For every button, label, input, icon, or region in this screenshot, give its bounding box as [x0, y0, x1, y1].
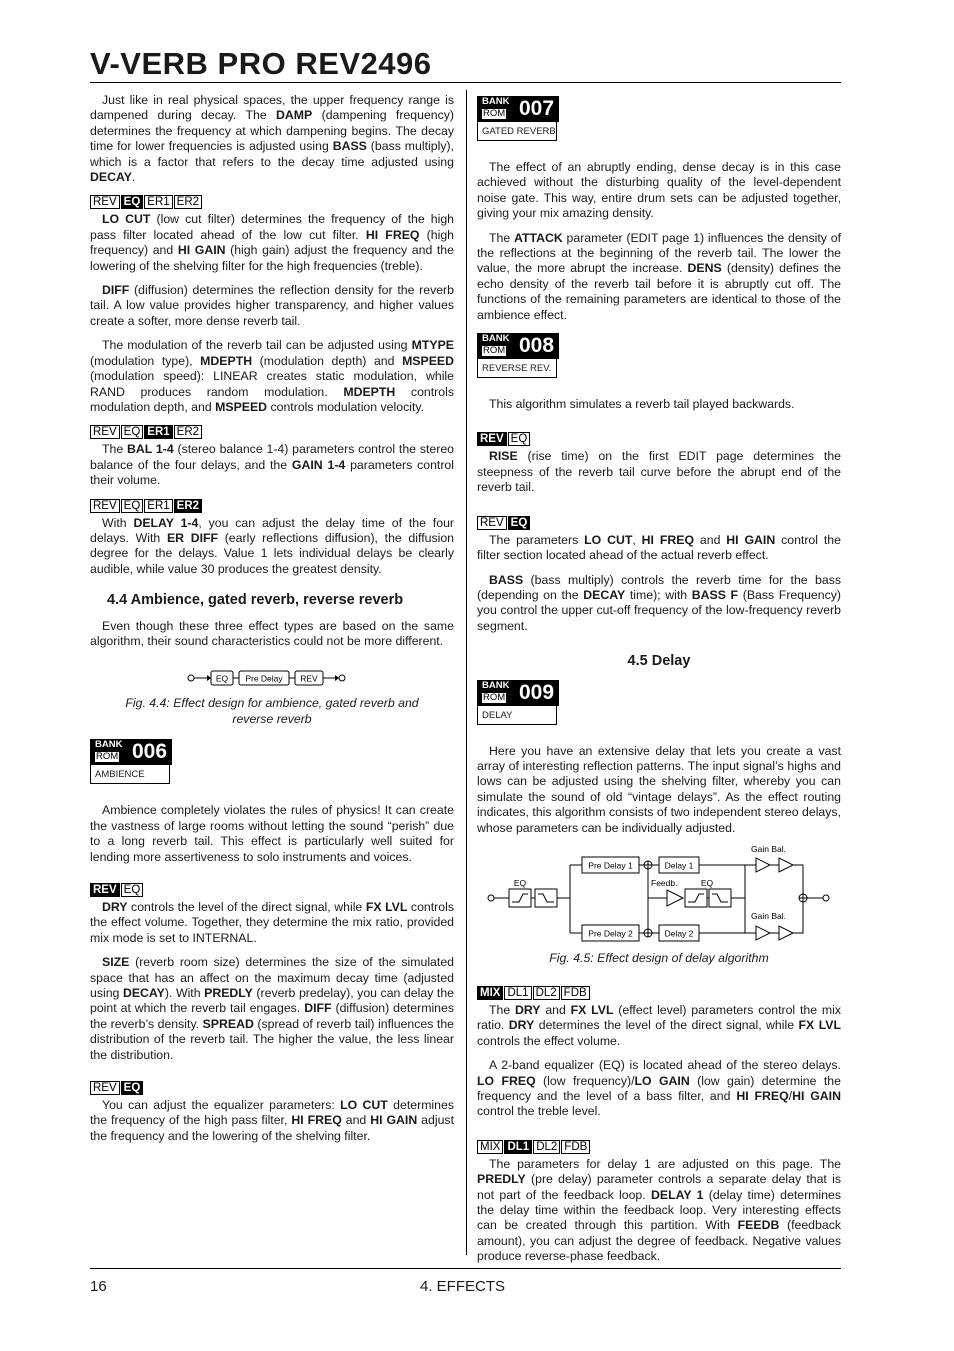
bank-display-009 — [477, 680, 559, 727]
section-heading: 4.5 Delay — [627, 653, 691, 670]
tab-eq: EQ — [508, 432, 531, 446]
lowshelf-curve-icon — [512, 894, 528, 902]
preset-number: 009 — [519, 680, 555, 704]
input-node — [188, 675, 194, 681]
paragraph: The DRY and FX LVL (effect level) parameters control the mix ratio. DRY determines the level of the direct signal, while FX LVL controls the effect volume. — [477, 1002, 842, 1048]
output-node — [339, 675, 345, 681]
gain-triangle-icon — [756, 926, 770, 940]
input-node — [488, 895, 494, 901]
highshelf-curve-icon — [712, 894, 728, 902]
paragraph: RISE (rise time) on the first EDIT page determines the steepness of the reverb tail curve before the abrupt end of the reverb tail. — [477, 449, 841, 495]
paragraph: DRY controls the level of the direct signal, while FX LVL controls the effect volume. Together, they determine the mix ratio, provided mix mode is set to INTERNAL. — [90, 900, 454, 945]
rom-label: ROM — [96, 751, 119, 763]
paragraph: You can adjust the equalizer parameters: LO CUT determines the frequency of the high pass filter, HI FREQ and HI GAIN adjust the frequency and the lowering of the shelving filter. — [90, 1098, 454, 1143]
menu-tab-bar — [477, 516, 841, 530]
preset-number: 007 — [519, 97, 555, 120]
preset-number: 006 — [132, 740, 168, 764]
tab-rev: REV — [90, 1081, 120, 1095]
menu-tab-bar — [90, 195, 454, 209]
menu-tab-bar — [477, 986, 841, 1000]
footer-rule — [90, 1268, 841, 1269]
column-divider — [466, 90, 467, 1255]
page-number: 16 — [90, 1278, 107, 1295]
bank-display-007 — [477, 96, 559, 143]
tab-rev: REV — [90, 499, 120, 513]
bank-display-008 — [477, 333, 559, 380]
pre-delay-1-label: Pre Delay 1 — [588, 860, 633, 871]
output-node — [823, 895, 829, 901]
rom-label: ROM — [483, 108, 506, 119]
pre-delay-block-label: Pre Delay — [245, 673, 283, 684]
paragraph: SIZE (reverb room size) determines the size of the simulated space that has an affect on the maximum decay time (adjusted using DECAY). With PREDLY (reverb predelay), you can delay the point at which the reverb tail engages. DIFF (diffusion) determines the reverb’s density. SPREAD (spread of reverb tail) influences the distribution of the reverb tail. The higher the value, the less linear the distribution. — [90, 955, 455, 1062]
tab-er2: ER2 — [174, 195, 202, 209]
tab-er1: ER1 — [144, 425, 172, 439]
rev-block-label: REV — [300, 673, 318, 684]
fb-lowshelf-filter-block — [685, 889, 707, 907]
tab-rev: REV — [90, 195, 120, 209]
tab-eq: EQ — [121, 883, 144, 897]
paragraph: Ambience completely violates the rules of physics! It can create the vastness of large rooms without letting the sound “perish” due to a long reverb tail. This effect is particularly well suited for lending more assertiveness to solo instruments and voices. — [90, 803, 454, 864]
balance-triangle-icon — [779, 926, 793, 940]
tab-fdb: FDB — [561, 986, 590, 1000]
tab-eq: EQ — [121, 1081, 144, 1095]
eq-block-label: EQ — [215, 673, 229, 684]
tab-dl1: DL1 — [504, 986, 531, 1000]
tab-eq: EQ — [121, 499, 144, 513]
bank-label: BANK — [482, 679, 510, 691]
gain-balance-label: Gain Bal. — [751, 845, 786, 854]
arrow-icon — [335, 675, 339, 681]
rom-label: ROM — [483, 691, 506, 703]
bank-label: BANK — [95, 739, 123, 751]
lowshelf-filter-block — [509, 889, 531, 907]
arrow-icon — [207, 675, 211, 681]
tab-eq: EQ — [121, 195, 144, 209]
rom-label: ROM — [483, 345, 506, 357]
paragraph: The parameters for delay 1 are adjusted on this page. The PREDLY (pre delay) parameter controls a separate delay that is not part of the feedback loop. DELAY 1 (delay time) determines the delay time within the feedback loop. Very interesting effects can be created through this partition. With FEEDB (feedback amount), you can adjust the degree of feedback. Negative values produce reverse-phase feedback. — [477, 1156, 841, 1264]
highshelf-curve-icon — [538, 894, 554, 902]
tab-eq: EQ — [508, 516, 531, 530]
paragraph: The modulation of the reverb tail can be adjusted using MTYPE (modulation type), MDEPTH (modulation depth) and MSPEED (modulation speed): LINEAR creates static modulation, while RAND produces random modulation. MDEPTH controls modulation depth, and MSPEED controls modulation velocity. — [90, 338, 454, 414]
figure-caption: Fig. 4.4: Effect design for ambience, gated reverb and reverse reverb — [125, 696, 419, 727]
header-rule — [90, 82, 841, 83]
delay-2-label: Delay 2 — [664, 928, 694, 939]
feedback-line — [731, 865, 745, 898]
lowshelf-curve-icon — [688, 894, 704, 902]
feedback-gain-triangle-icon — [667, 890, 683, 906]
menu-tab-bar — [477, 432, 841, 446]
fb-highshelf-filter-block — [709, 889, 731, 907]
right-column — [477, 93, 841, 1274]
tab-er2: ER2 — [174, 499, 202, 513]
preset-name: AMBIENCE — [90, 765, 170, 784]
gain-triangle-icon — [756, 858, 770, 872]
menu-tab-bar — [477, 1140, 841, 1154]
bank-display-006 — [90, 739, 172, 786]
tab-er2: ER2 — [174, 425, 202, 439]
feedback-eq-label: EQ — [700, 877, 714, 888]
paragraph: The BAL 1-4 (stereo balance 1-4) parameters control the stereo balance of the four delays, and the GAIN 1-4 parameters control their volume. — [90, 442, 455, 488]
bank-label: BANK — [482, 333, 510, 345]
signal-line — [793, 865, 803, 894]
tab-dl2: DL2 — [533, 986, 560, 1000]
tab-eq: EQ — [121, 425, 144, 439]
paragraph: The parameters LO CUT, HI FREQ and HI GAIN control the filter section located ahead of the actual reverb effect. — [477, 532, 841, 563]
tab-rev: REV — [477, 516, 507, 530]
menu-tab-bar — [90, 1081, 454, 1095]
paragraph: Even though these three effect types are based on the same algorithm, their sound characteristics could not be more different. — [90, 618, 454, 648]
preset-name: DELAY — [477, 706, 557, 725]
highshelf-filter-block — [535, 889, 557, 907]
figure-4-5 — [477, 846, 841, 946]
tab-mix: MIX — [477, 986, 503, 1000]
figure-caption: Fig. 4.5: Effect design of delay algorithm — [549, 950, 769, 965]
paragraph: BASS (bass multiply) controls the reverb time for the bass (depending on the DECAY time); with BASS F (Bass Frequency) you control the upper cut-off frequency of the low-frequency reverb segment. — [477, 572, 841, 633]
paragraph: With DELAY 1-4, you can adjust the delay time of the four delays. With ER DIFF (early reflections diffusion), the diffusion degree for the delays. Value 1 lets individual delays be clearly audible, while value 30 produces the greatest density. — [90, 515, 455, 576]
tab-dl2: DL2 — [533, 1140, 560, 1154]
feedback-label: Feedb. — [651, 877, 678, 888]
paragraph: LO CUT (low cut filter) determines the frequency of the high pass filter located ahead of the low cut filter. HI FREQ (high frequency) and HI GAIN (high gain) adjust the frequency and the lowering of the shelving filter for the high frequencies (treble). — [90, 212, 454, 273]
paragraph: The ATTACK parameter (EDIT page 1) influences the density of the reflections at the beginning of the reverb tail. The lower the value, the more abrupt the increase. DENS (density) defines the echo density of the reverb tail before it is abruptly cut off. The functions of the remaining parameters are identical to those of the ambience effect. — [477, 230, 842, 322]
tab-rev: REV — [90, 425, 120, 439]
paragraph: A 2-band equalizer (EQ) is located ahead of the stereo delays. LO FREQ (low frequency)/LO GAIN (low gain) determine the frequency and the level of a bass filter, and HI FREQ/HI GAIN control the treble level. — [477, 1058, 841, 1119]
tab-er1: ER1 — [144, 499, 172, 513]
preset-name: REVERSE REV. — [477, 359, 557, 378]
menu-tab-bar — [90, 499, 454, 513]
paragraph: The effect of an abruptly ending, dense decay is in this case achieved without the disturbing quality of the level-dependent noise gate. This way, entire drum sets can be adjusted together, giving your mix amazing density. — [477, 160, 841, 221]
page-title: V-VERB PRO REV2496 — [90, 46, 432, 81]
figure-4-4 — [187, 667, 357, 689]
paragraph: DIFF (diffusion) determines the reflection density for the reverb tail. A low value provides higher transparency, and higher values create a softer, more dense reverb tail. — [90, 283, 454, 328]
tab-mix: MIX — [477, 1140, 503, 1154]
tab-rev: REV — [477, 432, 507, 446]
menu-tab-bar — [90, 883, 454, 897]
signal-line — [793, 902, 803, 933]
paragraph: This algorithm simulates a reverb tail played backwards. — [489, 397, 795, 412]
delay-1-label: Delay 1 — [664, 860, 694, 871]
section-heading: 4.4 Ambience, gated reverb, reverse reverb — [107, 592, 404, 609]
paragraph: Here you have an extensive delay that lets you create a vast array of interesting reflection patterns. The input signal’s highs and lows can be adjusted using the shelving filter, whereby you can simulate the sound of old “vintage delays”. As the effect routing indicates, this algorithm consists of two independent stereo delays, whose parameters can be individually adjusted. — [477, 743, 841, 835]
tab-fdb: FDB — [561, 1140, 590, 1154]
gain-balance-label: Gain Bal. — [751, 910, 786, 921]
preset-number: 008 — [519, 334, 555, 358]
balance-triangle-icon — [779, 858, 793, 872]
eq-label: EQ — [513, 877, 527, 888]
tab-er1: ER1 — [144, 195, 172, 209]
tab-rev: REV — [90, 883, 120, 897]
menu-tab-bar — [90, 425, 454, 439]
section-label: 4. EFFECTS — [420, 1278, 506, 1295]
tab-dl1: DL1 — [504, 1140, 532, 1154]
pre-delay-2-label: Pre Delay 2 — [588, 928, 633, 939]
preset-name: GATED REVERB — [477, 122, 557, 141]
paragraph: Just like in real physical spaces, the upper frequency range is dampened during decay. The DAMP (dampening frequency) determines the frequency at which dampening begins. The decay time for lower frequencies is adjusted using BASS (bass multiply), which is a factor that refers to the decay time adjusted using DECAY. — [90, 93, 455, 185]
left-column — [90, 93, 454, 1153]
bank-label: BANK — [482, 96, 510, 107]
